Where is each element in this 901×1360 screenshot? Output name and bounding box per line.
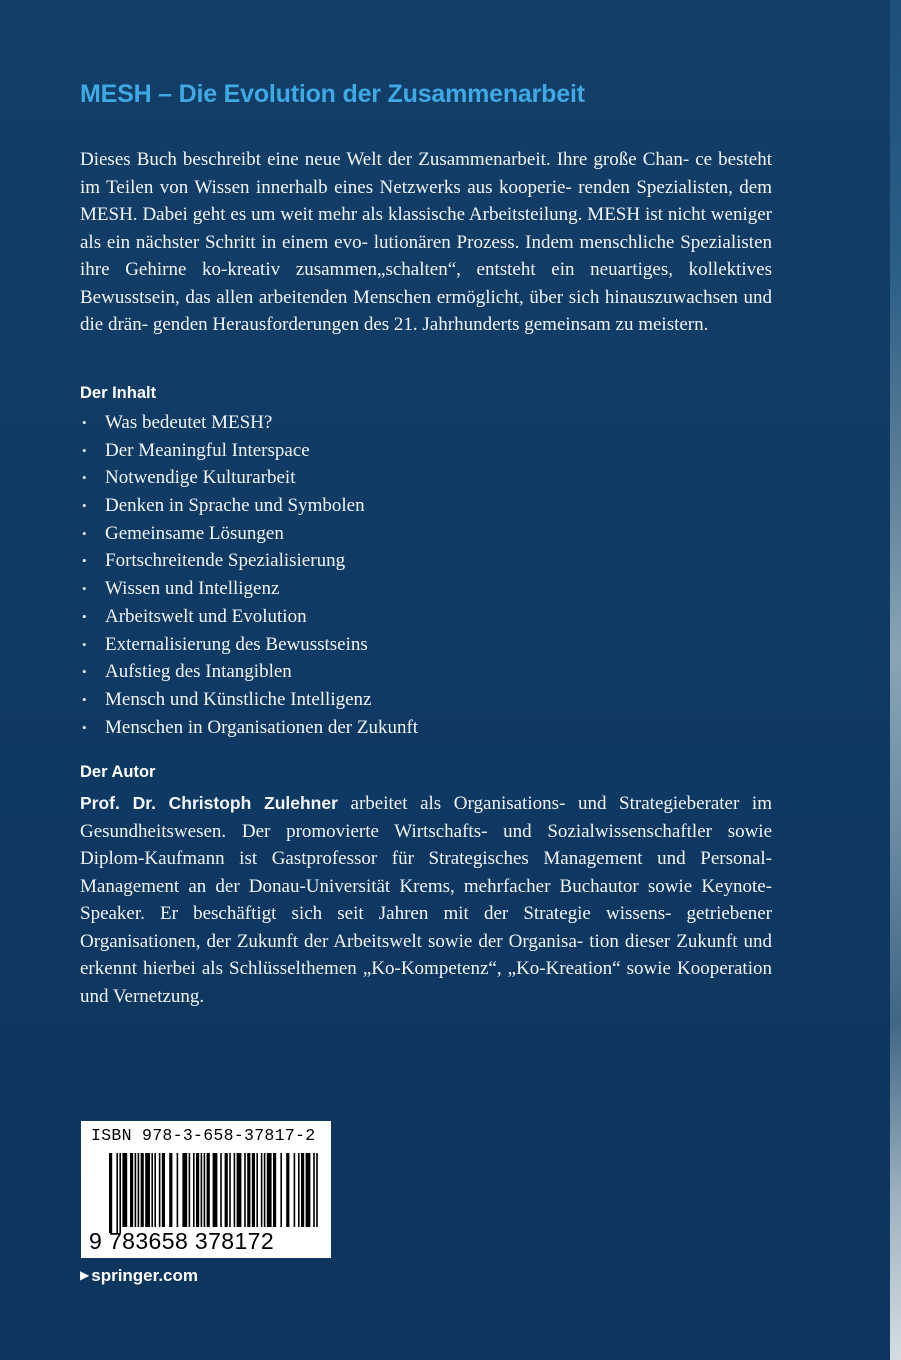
bullet-icon: •	[82, 553, 87, 569]
author-name: Prof. Dr. Christoph Zulehner	[80, 793, 338, 813]
contents-item-label: Externalisierung des Bewusstseins	[105, 633, 368, 655]
description-line: renden Spezialisten, dem MESH. Dabei geht es um weit mehr als klassische	[80, 176, 773, 225]
contents-item-label: Denken in Sprache und Symbolen	[105, 495, 365, 517]
contents-item-label: Menschen in Organisationen der Zukunft	[105, 716, 419, 738]
bullet-icon: •	[82, 636, 87, 652]
contents-item	[80, 686, 772, 714]
cover-edge-image	[890, 0, 901, 1360]
contents-item-label: Aufstieg des Intangiblen	[105, 661, 292, 683]
publisher-link[interactable]	[80, 1266, 198, 1286]
description-line: lutionären Prozess. Indem menschliche Spezialisten ihre Gehirne ko-kreativ	[80, 231, 773, 280]
contents-item	[80, 492, 772, 520]
author-bio-line: arbeitet als Organisations- und Strategieberater im	[337, 793, 772, 814]
description-line: ce besteht im Teilen von Wissen innerhalb eines Netzwerks aus kooperie-	[80, 149, 772, 198]
book-description	[80, 146, 772, 339]
contents-item-label: Gemeinsame Lösungen	[105, 522, 284, 544]
author-bio-line: tion dieser Zukunft und erkennt hierbei als Schlüsselthemen „Ko-Kompetenz“,	[80, 930, 773, 979]
bullet-icon: •	[82, 525, 87, 541]
contents-item	[80, 409, 772, 437]
publisher-url: springer.com	[91, 1266, 198, 1285]
author-heading: Der Autor	[80, 763, 156, 781]
description-line: arbeitenden Menschen ermöglicht, über sich hinauszuwachsen und die drän-	[80, 286, 772, 335]
contents-item	[80, 464, 772, 492]
bullet-icon: •	[82, 470, 87, 486]
contents-item	[80, 547, 772, 575]
isbn-number: ISBN 978-3-658-37817-2	[91, 1126, 316, 1145]
contents-item-label: Der Meaningful Interspace	[105, 439, 310, 461]
description-line: Arbeitsteilung. MESH ist nicht weniger als ein nächster Schritt in einem evo-	[80, 204, 773, 253]
contents-item-label: Arbeitswelt und Evolution	[105, 605, 307, 627]
bullet-icon: •	[82, 581, 87, 597]
description-line: Dieses Buch beschreibt eine neue Welt der Zusammenarbeit. Ihre große Chan-	[80, 149, 690, 170]
arrow-right-icon: ▶	[80, 1268, 90, 1282]
contents-item	[80, 603, 772, 631]
author-bio-line: sowie Keynote-Speaker. Er beschäftigt sich seit Jahren mit der Strategie wissens-	[80, 875, 773, 924]
contents-item-label: Wissen und Intelligenz	[105, 578, 280, 600]
bullet-icon: •	[82, 442, 87, 458]
contents-item	[80, 714, 772, 742]
bullet-icon: •	[82, 719, 87, 735]
contents-item	[80, 520, 772, 548]
contents-item	[80, 631, 772, 659]
author-bio	[80, 790, 772, 1010]
contents-item	[80, 658, 772, 686]
author-bio-line: Gesundheitswesen. Der promovierte Wirtschafts- und Sozialwissenschaftler	[80, 820, 712, 842]
description-line: genden Herausforderungen des 21. Jahrhunderts gemeinsam zu meistern.	[152, 314, 709, 335]
bullet-icon: •	[82, 415, 87, 430]
bullet-icon: •	[82, 498, 87, 514]
contents-item-label: Was bedeutet MESH?	[105, 412, 273, 433]
contents-list	[80, 409, 772, 741]
bullet-icon: •	[82, 691, 87, 707]
author-bio-line: „Ko-Kreation“ sowie Kooperation und Vernetzung.	[80, 958, 772, 1007]
contents-item-label: Notwendige Kulturarbeit	[105, 467, 296, 489]
contents-item	[80, 437, 772, 465]
author-bio-line: Personal-Management an der Donau-Universität Krems, mehrfacher Buchautor	[80, 848, 773, 897]
contents-heading: Der Inhalt	[80, 384, 157, 402]
book-title: MESH – Die Evolution der Zusammenarbeit	[80, 80, 585, 108]
contents-item-label: Fortschreitende Spezialisierung	[105, 550, 346, 572]
description-line: zusammen„schalten“, entsteht ein neuartiges, kollektives Bewusstsein, das allen	[80, 259, 773, 308]
ean-digits: 9 783658 378172	[89, 1228, 275, 1254]
contents-item-label: Mensch und Künstliche Intelligenz	[105, 688, 372, 710]
author-bio-line: getriebener Organisationen, der Zukunft der Arbeitswelt sowie der Organisa-	[80, 903, 772, 952]
bullet-icon: •	[82, 664, 87, 680]
isbn-barcode	[81, 1121, 331, 1258]
contents-item	[80, 575, 772, 603]
bullet-icon: •	[82, 608, 87, 624]
author-bio-line: sowie Diplom-Kaufmann ist Gastprofessor für Strategisches Management und	[80, 820, 773, 869]
